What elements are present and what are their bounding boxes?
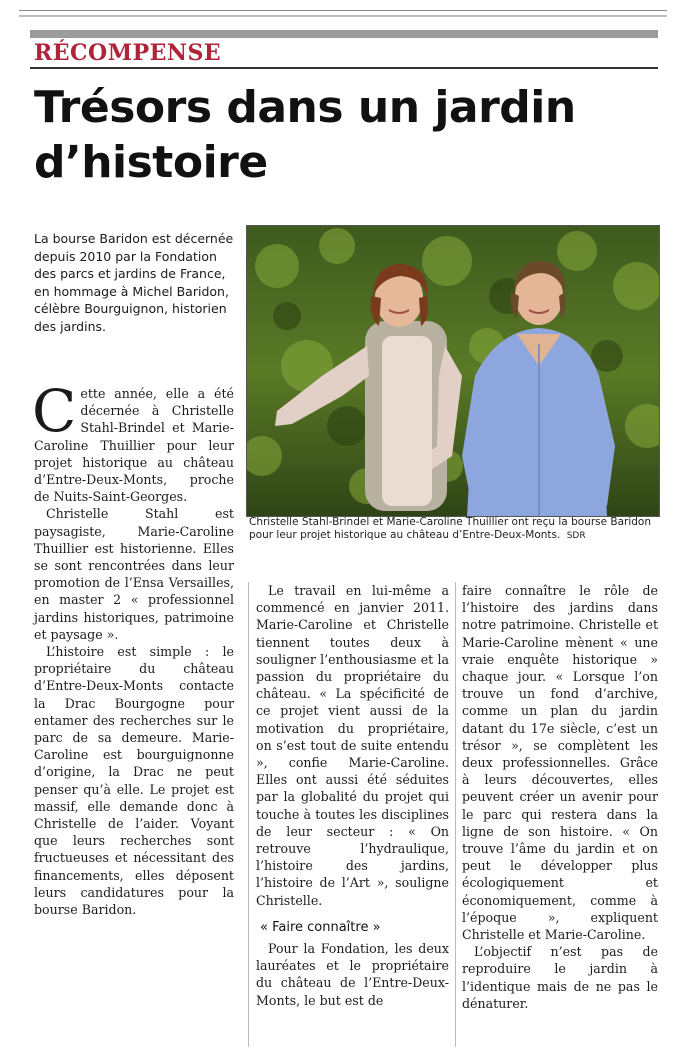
rubric-label: RÉCOMPENSE [34,40,222,66]
rubric-rule [30,67,658,69]
paragraph-6: L’objectif n’est pas de reproduire le jardin à l’identique mais de ne pas le dénaturer. [462,944,658,1011]
paragraph-4: Le travail en lui-même a commencé en janvier 2011. Marie-Caroline et Christelle tiennent toutes deux à souligner l’enthousiasme et la passion du propriétaire du château. « La spécificité de ce projet vient aussi de la motivation du propriétaire, on s’est tout de suite entendu », confie Marie-Caroline. Elles ont aussi été séduites par la globalité du projet qui touche à toutes les disciplines de leur secteur : « On retrouve l’hydraulique, l’histoire des jardins, l’histoire de l’Art », souligne Christelle. [256,583,449,908]
lead-paragraph: La bourse Baridon est décernée depuis 2010 par la Fondation des parcs et jardins de France, en hommage à Michel Baridon, célèbre Bourguignon, historien des jardins. [34,231,234,334]
photo-caption [249,516,657,543]
caption-text: Christelle Stahl-Brindel et Marie-Caroline Thuillier ont reçu la bourse Baridon pour leur projet historique au château d’Entre-Deux-Monts. [249,516,652,541]
paragraph-5-continued: faire connaître le rôle de l’histoire des jardins dans notre patrimoine. Christelle et Marie-Caroline mènent « une vraie enquête historique » chaque jour. « Lorsque l’on trouve un fond d’archive, comme un plan du jardin datant du 17e siècle, c’est un trésor », se complètent les deux professionnelles. Grâce à leurs découvertes, elles peuvent créer un avenir pour le parc qui restera dans la ligne de son histoire. « On trouve l’âme du jardin et on peut le développer plus écologiquement et économiquement, comme à l’époque », expliquent Christelle et Marie-Caroline. [462,583,658,943]
photo-two-women-in-garden [247,226,659,516]
headline: Trésors dans un jardin d’histoire [34,82,576,188]
paragraph-intro [32,377,234,505]
photo-credit: SDR [566,531,586,541]
paragraph-3: L’histoire est simple : le propriétaire du château d’Entre-Deux-Monts contacte la Drac Bourgogne pour entamer des recherches sur le parc de sa demeure. Marie-Caroline est bourguignonne d’origine, la Drac ne peut penser qu’à elle. Le projet est massif, elle demande donc à Christelle de l’aider. Voyant que leurs recherches sont fructueuses et nécessitant des financements, elles déposent leurs candidatures pour la bourse Baridon. [34,644,234,918]
paragraph-5-start: Pour la Fondation, les deux lauréates et le propriétaire du château de l’Entre-Deux-Monts, le but est de [256,941,449,1008]
column-divider-2 [455,582,456,1047]
article-column-2 [256,582,449,1009]
article-photo [246,225,660,517]
article-column-3 [462,582,658,1012]
column-divider-1 [248,582,249,1047]
rubric-bar [30,30,658,38]
page-top-rule [19,10,667,17]
drop-cap: C [32,377,77,445]
article-column-1 [32,377,234,918]
paragraph-intro-text: ette année, elle a été décernée à Christelle Stahl-Brindel et Marie-Caroline Thuillier pour leur projet historique au château d’Entre-Deux-Monts, proche de Nuits-Saint-Georges. [34,386,234,505]
paragraph-2: Christelle Stahl est paysagiste, Marie-Caroline Thuillier est historienne. Elles se sont rencontrées dans leur promotion de l’Ensa Versailles, en master 2 « professionnel jardins historiques, patrimoine et paysage ». [34,506,234,642]
intertitle: « Faire connaître » [260,919,381,935]
